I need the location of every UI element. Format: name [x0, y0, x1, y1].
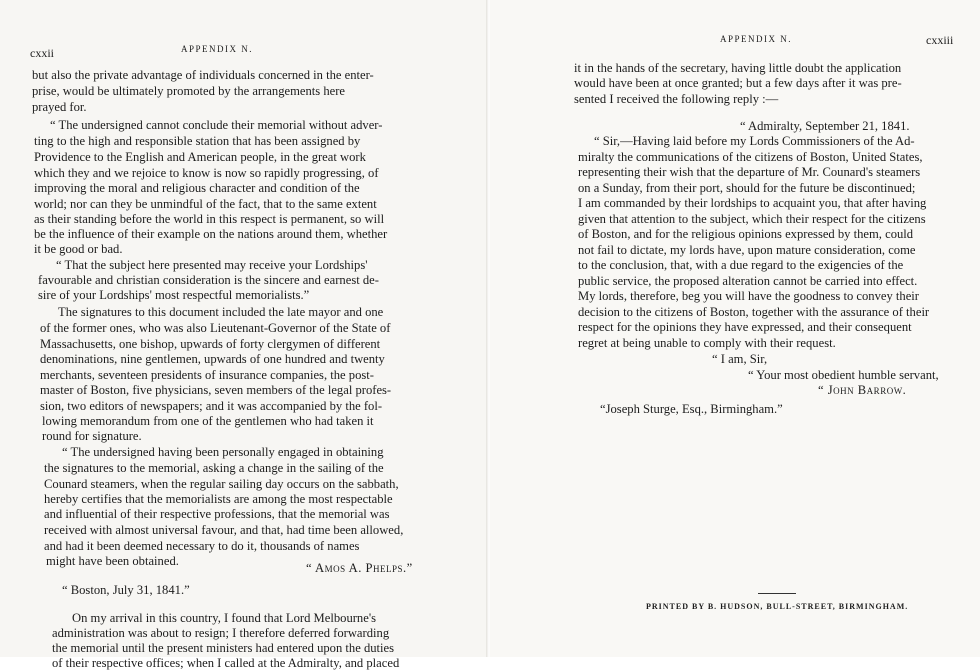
text-line: improving the moral and religious character and condition of the: [34, 181, 360, 195]
text-line: to the conclusion, that, with a due regard to the exigencies of the: [578, 258, 904, 272]
text-line: administration was about to resign; I therefore deferred forwarding: [52, 626, 390, 640]
text-line: sented I received the following reply :—: [574, 92, 779, 106]
text-line: favourable and christian consideration is the sincere and earnest de-: [38, 273, 379, 287]
text-line: master of Boston, five physicians, seven members of the legal profes-: [40, 383, 392, 397]
text-line: “ Sir,—Having laid before my Lords Commissioners of the Ad-: [594, 134, 915, 148]
text-line: as their standing before the world in this respect is permanent, so will: [34, 212, 385, 226]
text-line: I am commanded by their lordships to acquaint you, that after having: [578, 196, 927, 210]
text-line: it be good or bad.: [34, 242, 123, 256]
text-line: the signatures to the memorial, asking a change in the sailing of the: [44, 461, 384, 475]
text-line: on a Sunday, from their port, should for the future be discontinued;: [578, 181, 916, 195]
dateline-boston: “ Boston, July 31, 1841.”: [62, 583, 190, 597]
text-line: representing their wish that the departure of Mr. Counard's steamers: [578, 165, 921, 179]
closing-i-am-sir: “ I am, Sir,: [712, 352, 768, 366]
text-line: My lords, therefore, beg you will have the goodness to convey their: [578, 289, 919, 303]
text-line: of their respective offices; when I called at the Admiralty, and placed: [52, 656, 400, 670]
text-line: respect for the opinions they have expressed, and their consequent: [578, 320, 912, 334]
text-line: the memorial until the present ministers had entered upon the duties: [52, 641, 395, 655]
running-head-left: APPENDIX N.: [181, 44, 254, 54]
page-number-left: cxxii: [30, 46, 54, 60]
text-line: denominations, nine gentlemen, upwards of one hundred and twenty: [40, 352, 385, 366]
text-line: and had it been deemed necessary to do it, thousands of names: [44, 539, 360, 553]
text-line: “ The undersigned cannot conclude their memorial without adver-: [50, 118, 383, 132]
text-line: regret at being unable to comply with their request.: [578, 336, 836, 350]
text-line: sire of your Lordships' most respectful memorialists.”: [38, 288, 310, 302]
text-line: ting to the high and responsible station that has been assigned by: [34, 134, 361, 148]
text-line: but also the private advantage of individuals concerned in the enter-: [32, 68, 374, 82]
text-line: hereby certifies that the memorialists are among the most respectable: [44, 492, 393, 506]
dateline-admiralty: “ Admiralty, September 21, 1841.: [740, 119, 910, 133]
left-page: [0, 0, 488, 670]
text-line: sion, two editors of newspapers; and it was accompanied by the fol-: [40, 399, 383, 413]
closing-obedient-servant: “ Your most obedient humble servant,: [748, 368, 939, 382]
text-line: be the influence of their example on the nations around them, whether: [34, 227, 388, 241]
text-line: it in the hands of the secretary, having little doubt the application: [574, 61, 902, 75]
text-line: prise, would be ultimately promoted by the arrangements here: [32, 84, 345, 98]
text-line: would have been at once granted; but a few days after it was pre-: [574, 76, 902, 90]
addressee-sturge: “Joseph Sturge, Esq., Birmingham.”: [600, 402, 783, 416]
text-line: Massachusetts, one bishop, upwards of forty clergymen of different: [40, 337, 381, 351]
text-line: not fail to dictate, my lords have, upon mature consideration, come: [578, 243, 916, 257]
text-line: merchants, seventeen presidents of insurance companies, the post-: [40, 368, 374, 382]
text-line: Providence to the English and American people, in the great work: [34, 150, 366, 164]
text-line: round for signature.: [42, 429, 142, 443]
text-line: decision to the citizens of Boston, together with the assurance of their: [578, 305, 930, 319]
text-line: “ The undersigned having been personally engaged in obtaining: [62, 445, 384, 459]
text-line: prayed for.: [32, 100, 87, 114]
printer-rule: [758, 593, 796, 594]
text-line: Counard steamers, when the regular sailing day occurs on the sabbath,: [44, 477, 399, 491]
text-line: which they and we rejoice to know is now so rapidly progressing, of: [34, 166, 379, 180]
signature-phelps: “ Amos A. Phelps.”: [306, 561, 413, 575]
text-line: and influential of their respective professions, that the memorial was: [44, 507, 390, 521]
text-line: lowing memorandum from one of the gentlemen who had taken it: [42, 414, 374, 428]
text-line: of Boston, and for the religious opinions expressed by them, could: [578, 227, 914, 241]
text-line: world; nor can they be unmindful of the fact, that to the same extent: [34, 197, 377, 211]
text-line: public service, the proposed alteration cannot be carried into effect.: [578, 274, 918, 288]
right-page: [490, 0, 980, 657]
text-line: On my arrival in this country, I found that Lord Melbourne's: [72, 611, 376, 625]
signature-barrow: “ John Barrow.: [818, 383, 907, 397]
text-line: miralty the communications of the citizens of Boston, United States,: [578, 150, 923, 164]
text-line: might have been obtained.: [46, 554, 179, 568]
printer-imprint: PRINTED BY B. HUDSON, BULL-STREET, BIRMINGHAM.: [646, 602, 909, 611]
running-head-right: APPENDIX N.: [720, 34, 793, 44]
text-line: The signatures to this document included the late mayor and one: [58, 305, 384, 319]
text-line: “ That the subject here presented may receive your Lordships': [56, 258, 368, 272]
text-line: given that attention to the subject, which their respect for the citizens: [578, 212, 926, 226]
text-line: received with almost universal favour, and that, had time been allowed,: [44, 523, 404, 537]
page-number-right: cxxiii: [926, 33, 954, 47]
text-line: of the former ones, who was also Lieutenant-Governor of the State of: [40, 321, 391, 335]
